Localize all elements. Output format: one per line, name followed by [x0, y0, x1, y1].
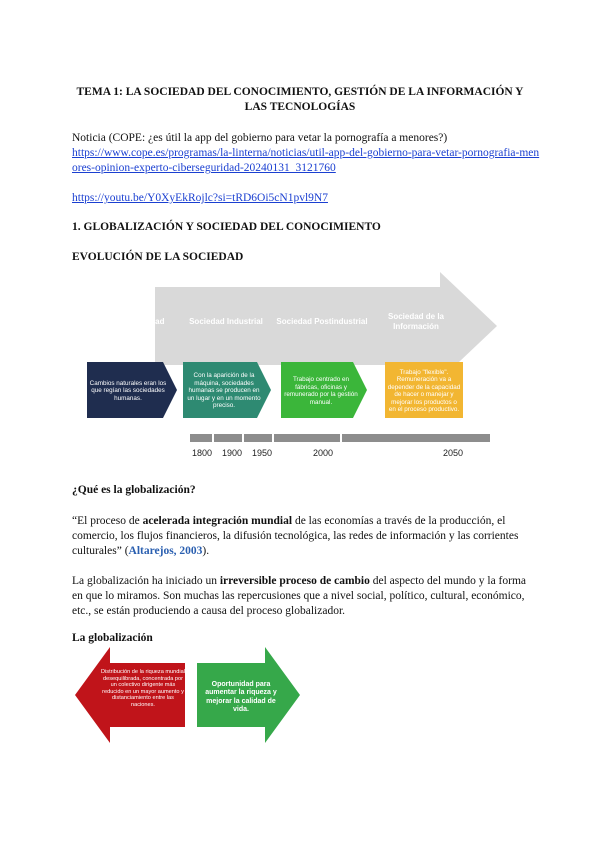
- citation-link[interactable]: Altarejos, 2003: [128, 545, 203, 557]
- globalization-heading: La globalización: [72, 632, 153, 644]
- timeline-tick: [272, 434, 274, 442]
- citation-open: (: [121, 545, 129, 557]
- year-label: 1800: [192, 448, 213, 458]
- stage-desc-industrial: Con la aparición de la máquina, sociedades humanas se producen en un lugar y en un momento preciso.: [187, 372, 261, 410]
- year-label: 1900: [222, 448, 243, 458]
- timeline-tick: [212, 434, 214, 442]
- title-line-1: TEMA 1: LA SOCIEDAD DEL CONOCIMIENTO, GESTIÓN DE LA INFORMACIÓN Y: [76, 86, 524, 98]
- year-label: 1950: [252, 448, 273, 458]
- globalization-paragraph: [72, 574, 530, 619]
- right-arrow-text: Oportunidad para aumentar la riqueza y mejorar la calidad de vida.: [205, 681, 277, 713]
- news-link-2[interactable]: https://youtu.be/Y0XyEkRojlc?si=tRD6Oi5cN1pvl9N7: [72, 192, 328, 204]
- news-link-1-line-2[interactable]: ores-opinion-experto-ciberseguridad-20240131_3121760: [72, 162, 336, 174]
- document-title: [70, 85, 530, 115]
- news-link-1-line-1[interactable]: https://www.cope.es/programas/la-linterna/noticias/util-app-del-gobierno-para-vetar-pornografia-men: [72, 147, 540, 159]
- stage-desc-informacion: Trabajo "flexible". Remuneración va a depender de la capacidad de hacer o manejar y mejorar los productos o en el proceso productivo.: [387, 368, 461, 413]
- title-line-2: LAS TECNOLOGÍAS: [244, 101, 356, 113]
- quote-text-start: “El proceso de: [72, 515, 143, 527]
- news-label: Noticia (COPE: ¿es útil la app del gobierno para vetar la pornografía a menores?): [72, 132, 448, 144]
- paragraph-bold: irreversible proceso de cambio: [219, 575, 370, 587]
- year-label: 2000: [313, 448, 334, 458]
- quote-text-rest: de las economías a través de la producción, el comercio, los flujos financieros, la difusión tecnológica, las redes de información y las corrientes culturales”: [72, 515, 519, 557]
- left-arrow-text: Distribución de la riqueza mundial desequilibrada, concentrada por un colectivo dirigente más reducido en un mayor aumento y distanciamiento entre las naciones.: [101, 669, 185, 708]
- globalization-diagram: [75, 645, 300, 745]
- stage-desc-antiguedad: Cambios naturales eran los que regían las sociedades humanas.: [89, 379, 167, 402]
- quote-bold: acelerada integración mundial: [142, 515, 293, 527]
- timeline-tick: [340, 434, 342, 442]
- section-subheading: EVOLUCIÓN DE LA SOCIEDAD: [72, 251, 244, 263]
- globalization-question: ¿Qué es la globalización?: [72, 484, 196, 496]
- section-heading: 1. GLOBALIZACIÓN Y SOCIEDAD DEL CONOCIMIENTO: [72, 221, 381, 233]
- timeline-tick: [242, 434, 244, 442]
- stage-box-postindustrial: Sociedad Postindustrial: [276, 317, 368, 326]
- paragraph-text-rest: del aspecto del mundo y la forma en que lo miramos. Son muchas las repercusiones que a nivel social, político, cultural, económico, etc., se están produciendo a causa del proceso globalizador.: [72, 575, 527, 617]
- stage-desc-postindustrial: Trabajo centrado en fábricas, oficinas y remunerado por la gestión manual.: [284, 376, 358, 406]
- stage-box-informacion: Sociedad de la Información: [387, 312, 445, 331]
- citation-close: ).: [202, 545, 210, 557]
- year-label: 2050: [443, 448, 464, 458]
- globalization-quote: [72, 514, 530, 559]
- society-evolution-diagram: [85, 262, 515, 462]
- stage-box-industrial: Sociedad Industrial: [189, 317, 263, 326]
- timeline-bar: [190, 434, 490, 442]
- stage-box-antiguedad: Antigüedad: [120, 317, 165, 326]
- paragraph-text-start: La globalización ha iniciado un: [72, 575, 220, 587]
